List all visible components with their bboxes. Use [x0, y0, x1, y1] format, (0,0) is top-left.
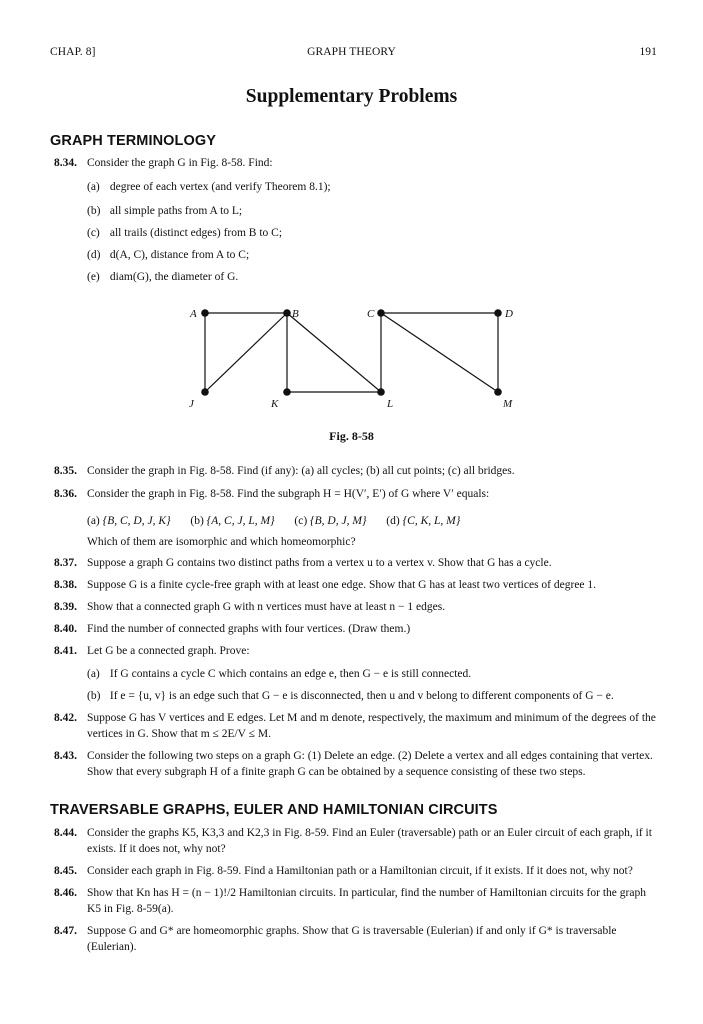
problem-number: 8.40.: [54, 623, 77, 635]
item-label: (b): [87, 690, 101, 702]
problem-text: Find the number of connected graphs with four vertices. (Draw them.): [87, 623, 411, 635]
vertex-label-L: L: [387, 398, 394, 410]
problem-text: Consider each graph in Fig. 8-59. Find a Hamiltonian path or a Hamiltonian circuit, if it exists. If it does not, why not?: [87, 865, 633, 877]
vertex-L: [377, 388, 385, 396]
item-text: all trails (distinct edges) from B to C;: [109, 227, 283, 239]
vertex-label-M: M: [503, 398, 513, 410]
problem-8-44: [54, 826, 658, 857]
problem-8-40: [54, 622, 658, 638]
item-text: If G contains a cycle C which contains an edge e, then G − e is still connected.: [109, 668, 472, 680]
problem-number: 8.39.: [54, 601, 77, 613]
vertex-label-A: A: [190, 308, 197, 320]
chapter-label: CHAP. 8]: [50, 46, 96, 58]
problem-8-34: [54, 156, 658, 172]
graph-figure-8-58: [0, 295, 703, 415]
problem-8-34-item-c: [87, 226, 657, 241]
item-text: If e = {u, v} is an edge such that G − e is disconnected, then u and v belong to different components of G − e.: [109, 690, 614, 702]
problem-text: Consider the following two steps on a graph G: (1) Delete an edge. (2) Delete a vertex and all edges containing that vertex. Show that every subgraph H of a finite graph G can be obtained by a sequence consisting of these two steps.: [87, 750, 653, 778]
problem-number: 8.46.: [54, 887, 77, 899]
section-heading-traversable-graphs: TRAVERSABLE GRAPHS, EULER AND HAMILTONIAN CIRCUITS: [50, 802, 498, 818]
problem-text: Show that Kn has H = (n − 1)!/2 Hamiltonian circuits. In particular, find the number of Hamiltonian circuits for the graph K5 in Fig. 8-59(a).: [87, 887, 646, 915]
item-label: (b): [87, 205, 101, 217]
problem-8-36-followup: Which of them are isomorphic and which homeomorphic?: [87, 536, 356, 548]
problem-number: 8.41.: [54, 645, 77, 657]
problem-number: 8.34.: [54, 157, 77, 169]
problem-number: 8.47.: [54, 925, 77, 937]
problem-8-39: [54, 600, 658, 616]
vertex-label-C: C: [367, 308, 375, 320]
vertex-label-D: D: [505, 308, 513, 320]
problem-8-41: [54, 644, 658, 660]
problem-8-37: [54, 556, 658, 572]
problem-8-38: [54, 578, 658, 594]
item-label: (c): [87, 227, 100, 239]
item-text: all simple paths from A to L;: [109, 205, 243, 217]
vertex-label-B: B: [292, 308, 299, 320]
vertex-K: [283, 388, 291, 396]
problem-text: Suppose G has V vertices and E edges. Let M and m denote, respectively, the maximum and minimum of the degrees of the vertices in G. Show that m ≤ 2E/V ≤ M.: [87, 712, 656, 740]
problem-text: Consider the graphs K5, K3,3 and K2,3 in Fig. 8-59. Find an Euler (traversable) path or an Euler circuit of each graph, if it exists. If it does not, why not?: [87, 827, 652, 855]
problem-text: Suppose G is a finite cycle-free graph with at least one edge. Show that G has at least two vertices of degree 1.: [87, 579, 597, 591]
problem-8-34-item-a: [87, 180, 657, 195]
option-d: (d) {C, K, L, M}: [386, 515, 461, 527]
vertex-C: [377, 309, 385, 317]
problem-8-42: [54, 711, 658, 742]
problem-8-34-item-e: [87, 270, 657, 285]
vertex-D: [494, 309, 502, 317]
problem-text: Suppose G and G* are homeomorphic graphs. Show that G is traversable (Eulerian) if and only if G* is traversable (Eulerian).: [87, 925, 617, 953]
problem-text: Let G be a connected graph. Prove:: [87, 645, 250, 657]
problem-8-46: [54, 886, 658, 917]
problem-8-41-item-b: [87, 689, 667, 704]
vertex-label-J: J: [189, 398, 194, 410]
problem-number: 8.37.: [54, 557, 77, 569]
problem-text: Consider the graph G in Fig. 8-58. Find:: [87, 157, 273, 169]
problem-number: 8.42.: [54, 712, 77, 724]
option-b: (b) {A, C, J, L, M}: [190, 515, 275, 527]
edge-C-M: [381, 313, 498, 392]
edge-B-L: [287, 313, 381, 392]
edge-J-B: [205, 313, 287, 392]
item-label: (e): [87, 271, 100, 283]
problem-number: 8.38.: [54, 579, 77, 591]
vertex-A: [201, 309, 209, 317]
section-heading-graph-terminology: GRAPH TERMINOLOGY: [50, 133, 217, 149]
problem-8-43: [54, 749, 658, 780]
item-label: (a): [87, 181, 100, 193]
problem-number: 8.43.: [54, 750, 77, 762]
vertex-B: [283, 309, 291, 317]
item-text: diam(G), the diameter of G.: [109, 271, 239, 283]
running-title: GRAPH THEORY: [307, 46, 396, 58]
item-label: (d): [87, 249, 101, 261]
problem-8-34-item-d: [87, 248, 657, 263]
page-number: 191: [639, 46, 657, 58]
problem-number: 8.45.: [54, 865, 77, 877]
problem-8-41-item-a: [87, 667, 657, 682]
vertex-M: [494, 388, 502, 396]
problem-8-47: [54, 924, 658, 955]
problem-8-45: [54, 864, 658, 880]
problem-text: Consider the graph in Fig. 8-58. Find (if any): (a) all cycles; (b) all cut points; (c) all bridges.: [87, 465, 515, 477]
problem-8-36-options: [87, 514, 667, 529]
option-c: (c) {B, D, J, M}: [294, 515, 367, 527]
page-title: Supplementary Problems: [245, 86, 458, 107]
problem-8-35: [54, 464, 658, 480]
problem-8-34-item-b: [87, 204, 657, 219]
problem-number: 8.35.: [54, 465, 77, 477]
problem-text: Show that a connected graph G with n vertices must have at least n − 1 edges.: [87, 601, 446, 613]
problem-number: 8.36.: [54, 488, 77, 500]
figure-caption: Fig. 8-58: [329, 429, 374, 443]
item-label: (a): [87, 668, 100, 680]
problem-text: Suppose a graph G contains two distinct paths from a vertex u to a vertex v. Show that G has a cycle.: [87, 557, 552, 569]
vertex-label-K: K: [271, 398, 279, 410]
problem-8-36: [54, 487, 658, 503]
problem-text: Consider the graph in Fig. 8-58. Find the subgraph H = H(V′, E′) of G where V′ equals:: [87, 488, 490, 500]
item-text: degree of each vertex (and verify Theorem 8.1);: [109, 181, 331, 193]
option-a: (a) {B, C, D, J, K}: [87, 515, 171, 527]
item-text: d(A, C), distance from A to C;: [109, 249, 250, 261]
vertex-J: [201, 388, 209, 396]
problem-number: 8.44.: [54, 827, 77, 839]
